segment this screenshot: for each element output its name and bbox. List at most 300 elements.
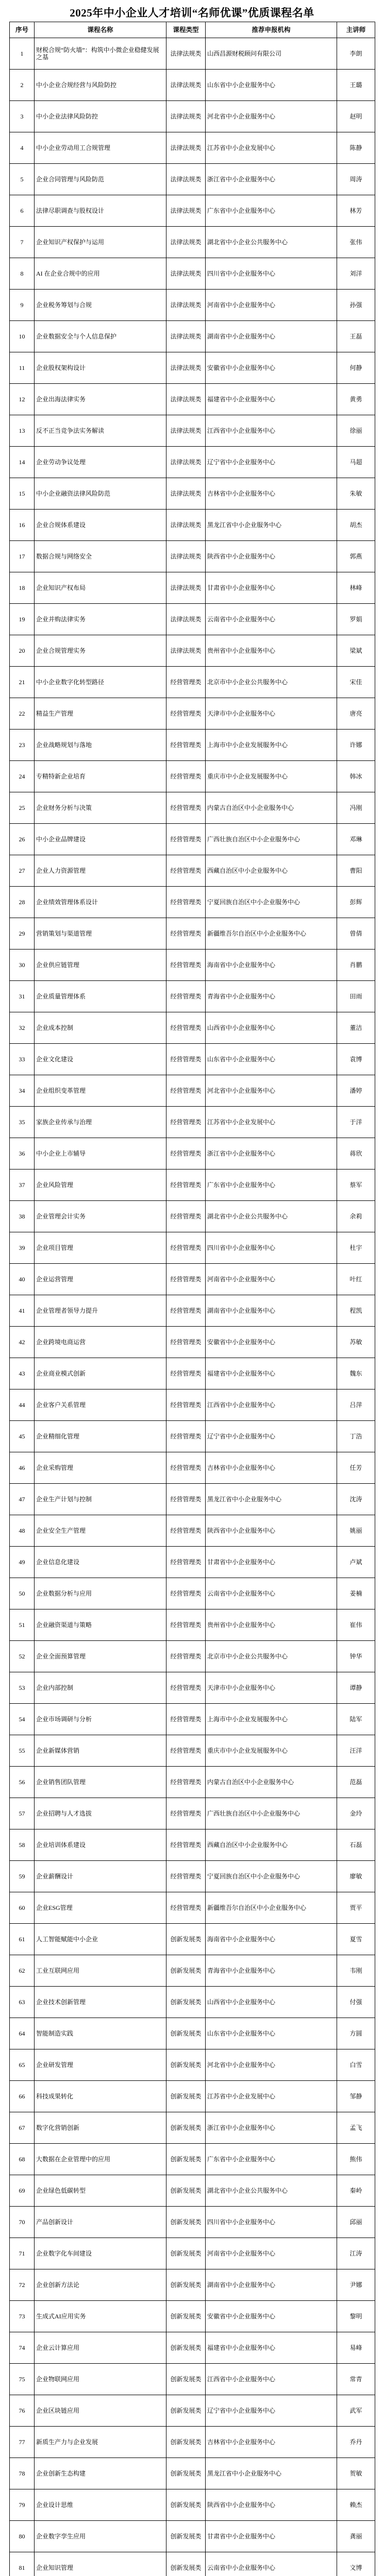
cell-course-type (166, 824, 206, 855)
table-row (10, 1641, 375, 1672)
cell-serial-number-text: 60 (19, 1904, 25, 1911)
cell-course-type (166, 510, 206, 541)
table-row (10, 604, 375, 635)
cell-course-name (35, 1389, 166, 1421)
cell-lecturer-text: 蔡军 (349, 1181, 362, 1189)
cell-serial-number (10, 478, 35, 510)
table-body (10, 38, 375, 2576)
cell-course-name-text: 企业内部控制 (36, 1684, 74, 1691)
cell-lecturer-text: 袁博 (349, 1056, 362, 1063)
table-row (10, 1452, 375, 1484)
cell-course-name (35, 572, 166, 604)
cell-recommending-organization (206, 541, 337, 572)
cell-serial-number-text: 16 (19, 521, 25, 529)
cell-serial-number-text: 73 (19, 2313, 25, 2320)
cell-course-name (35, 258, 166, 290)
cell-recommending-organization-text: 山西省中小企业服务中心 (207, 1024, 276, 1031)
cell-recommending-organization (206, 101, 337, 132)
cell-lecturer-text: 孙强 (349, 301, 362, 309)
cell-course-name (35, 1138, 166, 1170)
cell-lecturer-text: 黎明 (349, 2313, 362, 2320)
table-row (10, 1798, 375, 1829)
cell-recommending-organization-text: 辽宁省中小企业服务中心 (207, 1433, 276, 1440)
table-row (10, 478, 375, 510)
cell-course-name (35, 1829, 166, 1861)
document-title: 2025年中小企业人才培训“名师优课”优质课程名单 (70, 7, 314, 19)
cell-lecturer-text: 徐丽 (349, 427, 362, 434)
cell-serial-number (10, 1515, 35, 1547)
cell-lecturer (337, 730, 375, 761)
cell-serial-number (10, 2489, 35, 2521)
table-row (10, 887, 375, 918)
cell-course-name-text: 财税合规“防火墙”：构筑中小微企业稳健发展之基 (36, 46, 159, 61)
cell-lecturer (337, 635, 375, 667)
cell-course-name (35, 981, 166, 1012)
cell-course-name (35, 227, 166, 258)
table-row (10, 384, 375, 415)
cell-course-type-text: 创新发展类 (170, 2344, 202, 2351)
cell-lecturer-text: 尹娜 (349, 2281, 362, 2289)
cell-serial-number-text: 31 (19, 993, 25, 1000)
cell-course-name (35, 2364, 166, 2395)
cell-serial-number-text: 8 (20, 270, 24, 277)
cell-serial-number (10, 290, 35, 321)
cell-course-type (166, 1547, 206, 1578)
cell-recommending-organization (206, 2332, 337, 2364)
table-row (10, 2081, 375, 2112)
table-row (10, 510, 375, 541)
cell-recommending-organization-text: 广东省中小企业服务中心 (207, 2156, 276, 2163)
cell-lecturer-text: 贺敏 (349, 2470, 362, 2477)
cell-serial-number (10, 1389, 35, 1421)
cell-lecturer-text: 石磊 (349, 1841, 362, 1849)
cell-lecturer (337, 1264, 375, 1295)
cell-lecturer (337, 447, 375, 478)
cell-lecturer-text: 廖敏 (349, 1873, 362, 1880)
cell-recommending-organization-text: 天津市中小企业服务中心 (207, 1684, 276, 1691)
cell-course-type-text: 法律法规类 (170, 396, 202, 403)
cell-lecturer (337, 1641, 375, 1672)
cell-recommending-organization (206, 1295, 337, 1327)
cell-recommending-organization (206, 2521, 337, 2552)
cell-recommending-organization-text: 湖北省中小企业公共服务中心 (207, 1213, 288, 1220)
table-row (10, 1672, 375, 1704)
cell-lecturer-text: 李朗 (349, 50, 362, 57)
cell-recommending-organization-text: 新疆维吾尔自治区中小企业服务中心 (207, 1904, 307, 1911)
cell-serial-number-text: 56 (19, 1778, 25, 1786)
cell-course-name-text: 企业合同管理与风险防范 (36, 176, 105, 183)
cell-recommending-organization-text: 云南省中小企业服务中心 (207, 2564, 276, 2571)
cell-recommending-organization-text: 宁夏回族自治区中小企业服务中心 (207, 1873, 300, 1880)
cell-course-name-text: 企业知识产权保护与运用 (36, 239, 105, 246)
cell-course-type (166, 1264, 206, 1295)
cell-course-name (35, 195, 166, 227)
cell-recommending-organization (206, 572, 337, 604)
cell-lecturer-text: 姚丽 (349, 1527, 362, 1534)
table-row (10, 1170, 375, 1201)
cell-course-name (35, 290, 166, 321)
cell-course-type-text: 经营管理类 (170, 710, 202, 717)
cell-lecturer-text: 田雨 (349, 993, 362, 1000)
cell-recommending-organization-text: 山东省中小企业服务中心 (207, 81, 276, 89)
cell-course-type-text: 经营管理类 (170, 1684, 202, 1691)
cell-course-name-text: 企业采购管理 (36, 1464, 74, 1471)
cell-recommending-organization (206, 2364, 337, 2395)
cell-course-type-text: 法律法规类 (170, 616, 202, 623)
cell-course-type-text: 经营管理类 (170, 1307, 202, 1314)
cell-recommending-organization (206, 2018, 337, 2049)
cell-course-type-text: 经营管理类 (170, 1841, 202, 1849)
cell-course-type (166, 1515, 206, 1547)
cell-recommending-organization (206, 38, 337, 70)
cell-course-type (166, 164, 206, 195)
cell-lecturer (337, 1044, 375, 1075)
cell-serial-number-text: 40 (19, 1276, 25, 1283)
cell-course-type (166, 2269, 206, 2301)
cell-recommending-organization (206, 415, 337, 447)
cell-serial-number-text: 33 (19, 1056, 25, 1063)
cell-course-type-text: 经营管理类 (170, 741, 202, 749)
cell-recommending-organization (206, 2552, 337, 2576)
cell-course-name-text: 企业税务筹划与合规 (36, 301, 92, 309)
cell-course-name (35, 352, 166, 384)
cell-course-type (166, 1578, 206, 1609)
cell-serial-number-text: 64 (19, 2030, 25, 2037)
cell-recommending-organization (206, 1327, 337, 1358)
cell-serial-number-text: 30 (19, 961, 25, 969)
cell-recommending-organization (206, 2144, 337, 2175)
cell-recommending-organization (206, 604, 337, 635)
cell-lecturer-text: 杜宇 (349, 1244, 362, 1251)
cell-lecturer (337, 195, 375, 227)
cell-recommending-organization (206, 1672, 337, 1704)
cell-course-name (35, 1421, 166, 1452)
table-row (10, 1232, 375, 1264)
cell-serial-number (10, 132, 35, 164)
cell-serial-number-text: 21 (19, 679, 25, 686)
cell-lecturer-text: 邹静 (349, 2093, 362, 2100)
cell-course-type-text: 创新发展类 (170, 2533, 202, 2540)
cell-course-type (166, 1138, 206, 1170)
cell-lecturer-text: 孟飞 (349, 2124, 362, 2131)
cell-serial-number (10, 1201, 35, 1232)
cell-lecturer (337, 2049, 375, 2081)
cell-course-type-text: 经营管理类 (170, 1181, 202, 1189)
cell-lecturer (337, 1987, 375, 2018)
cell-course-name (35, 1798, 166, 1829)
cell-serial-number (10, 1012, 35, 1044)
cell-course-name (35, 761, 166, 792)
cell-lecturer-text: 夏雪 (349, 1936, 362, 1943)
cell-lecturer (337, 1892, 375, 1924)
cell-course-type (166, 792, 206, 824)
cell-course-name (35, 164, 166, 195)
cell-course-name-text: 中小企业上市辅导 (36, 1150, 86, 1157)
cell-course-type-text: 创新发展类 (170, 2061, 202, 2069)
cell-course-type-text: 创新发展类 (170, 2187, 202, 2194)
cell-course-type (166, 2521, 206, 2552)
cell-recommending-organization-text: 浙江省中小企业服务中心 (207, 176, 276, 183)
table-row (10, 1861, 375, 1892)
cell-course-name-text: 大数据在企业管理中的应用 (36, 2156, 111, 2163)
cell-course-name (35, 1012, 166, 1044)
cell-recommending-organization (206, 2269, 337, 2301)
cell-recommending-organization (206, 1955, 337, 1987)
cell-course-name (35, 1547, 166, 1578)
cell-serial-number (10, 2144, 35, 2175)
table-row (10, 855, 375, 887)
cell-lecturer-text: 常青 (349, 2376, 362, 2383)
cell-course-type-text: 法律法规类 (170, 333, 202, 340)
table-row (10, 1767, 375, 1798)
cell-lecturer-text: 梁斌 (349, 647, 362, 654)
cell-lecturer-text: 谭静 (349, 1684, 362, 1691)
cell-lecturer-text: 范磊 (349, 1778, 362, 1786)
cell-course-name-text: 企业合规管理实务 (36, 647, 86, 654)
cell-recommending-organization-text: 福建省中小企业服务中心 (207, 1370, 276, 1377)
cell-course-name-text: 中小企业合规经营与风险防控 (36, 81, 117, 89)
table-row (10, 2458, 375, 2489)
cell-course-type (166, 887, 206, 918)
cell-course-name-text: 企业全面预算管理 (36, 1653, 86, 1660)
cell-lecturer-text: 张伟 (349, 239, 362, 246)
cell-course-type (166, 2427, 206, 2458)
cell-recommending-organization-text: 新疆维吾尔自治区中小企业服务中心 (207, 930, 307, 937)
cell-course-type (166, 352, 206, 384)
cell-course-name-text: 企业劳动争议处理 (36, 459, 86, 466)
cell-recommending-organization-text: 四川省中小企业服务中心 (207, 270, 276, 277)
table-row (10, 101, 375, 132)
table-row (10, 1924, 375, 1955)
cell-serial-number-text: 70 (19, 2218, 25, 2226)
cell-course-name-text: AI 在企业合规中的应用 (36, 270, 100, 277)
cell-course-type-text: 法律法规类 (170, 176, 202, 183)
cell-lecturer (337, 1421, 375, 1452)
table-row (10, 447, 375, 478)
cell-serial-number (10, 38, 35, 70)
cell-serial-number-text: 53 (19, 1684, 25, 1691)
cell-recommending-organization (206, 1547, 337, 1578)
cell-course-type-text: 经营管理类 (170, 1873, 202, 1880)
cell-serial-number-text: 74 (19, 2344, 25, 2351)
cell-serial-number-text: 13 (19, 427, 25, 434)
cell-course-name-text: 中小企业劳动用工合规管理 (36, 144, 111, 151)
cell-lecturer-text: 朱敏 (349, 490, 362, 497)
cell-serial-number (10, 195, 35, 227)
cell-course-name-text: 企业项目管理 (36, 1244, 74, 1251)
cell-recommending-organization-text: 甘肃省中小企业服务中心 (207, 1558, 276, 1566)
cell-course-type (166, 2552, 206, 2576)
cell-course-type (166, 101, 206, 132)
cell-lecturer-text: 武军 (349, 2407, 362, 2414)
cell-lecturer (337, 132, 375, 164)
cell-serial-number (10, 1861, 35, 1892)
cell-lecturer (337, 2332, 375, 2364)
cell-lecturer (337, 1515, 375, 1547)
cell-course-name (35, 1767, 166, 1798)
cell-lecturer-text: 文博 (349, 2564, 362, 2571)
cell-course-type-text: 法律法规类 (170, 81, 202, 89)
cell-recommending-organization (206, 2175, 337, 2207)
cell-course-name-text: 专精特新企业培育 (36, 773, 86, 780)
cell-course-type-text: 经营管理类 (170, 1590, 202, 1597)
table-row (10, 1107, 375, 1138)
cell-course-type-text: 经营管理类 (170, 1496, 202, 1503)
cell-course-type-text: 经营管理类 (170, 867, 202, 874)
cell-lecturer-text: 刘洋 (349, 270, 362, 277)
cell-serial-number-text: 4 (20, 144, 24, 151)
cell-recommending-organization-text: 湖南省中小企业服务中心 (207, 333, 276, 340)
cell-course-type (166, 447, 206, 478)
cell-lecturer-text: 周涛 (349, 176, 362, 183)
cell-recommending-organization (206, 698, 337, 730)
cell-course-name-text: 数据合规与网络安全 (36, 553, 92, 560)
cell-recommending-organization-text: 北京市中小企业公共服务中心 (207, 1653, 288, 1660)
table-row (10, 227, 375, 258)
cell-course-type (166, 2332, 206, 2364)
cell-course-type (166, 1358, 206, 1389)
cell-serial-number (10, 1641, 35, 1672)
cell-serial-number-text: 29 (19, 930, 25, 937)
cell-course-name-text: 企业客户关系管理 (36, 1401, 86, 1409)
cell-course-type (166, 1452, 206, 1484)
cell-serial-number-text: 9 (20, 301, 24, 309)
cell-recommending-organization (206, 667, 337, 698)
cell-serial-number (10, 2081, 35, 2112)
cell-serial-number-text: 14 (19, 459, 25, 466)
cell-course-name-text: 企业成本控制 (36, 1024, 74, 1031)
cell-recommending-organization-text: 上海市中小企业发展服务中心 (207, 1716, 288, 1723)
table-row (10, 415, 375, 447)
cell-lecturer-text: 林峰 (349, 584, 362, 591)
table-row (10, 1075, 375, 1107)
cell-course-name-text: 中小企业法律风险防控 (36, 113, 98, 120)
table-header-row (10, 22, 375, 38)
table-row (10, 1358, 375, 1389)
cell-serial-number-text: 49 (19, 1558, 25, 1566)
cell-course-type-text: 经营管理类 (170, 836, 202, 843)
cell-recommending-organization-text: 湖南省中小企业服务中心 (207, 1307, 276, 1314)
cell-recommending-organization (206, 824, 337, 855)
cell-lecturer-text: 白雪 (349, 2061, 362, 2069)
cell-serial-number (10, 1264, 35, 1295)
cell-lecturer-text: 蒋欣 (349, 1150, 362, 1157)
cell-lecturer-text: 苏敏 (349, 1338, 362, 1346)
cell-serial-number-text: 43 (19, 1370, 25, 1377)
cell-course-name-text: 企业供应链管理 (36, 961, 80, 969)
cell-serial-number-text: 42 (19, 1338, 25, 1346)
cell-lecturer (337, 918, 375, 950)
cell-recommending-organization (206, 1578, 337, 1609)
table-row (10, 1012, 375, 1044)
cell-course-name (35, 1578, 166, 1609)
cell-course-type-text: 经营管理类 (170, 1653, 202, 1660)
cell-course-type-text: 经营管理类 (170, 679, 202, 686)
cell-course-name-text: 企业新媒体营销 (36, 1747, 80, 1754)
cell-course-type (166, 761, 206, 792)
cell-course-name-text: 企业精细化管理 (36, 1433, 80, 1440)
cell-lecturer-text: 王磊 (349, 333, 362, 340)
cell-course-type (166, 2112, 206, 2144)
cell-lecturer-text: 宋佳 (349, 679, 362, 686)
cell-course-name-text: 营销策划与渠道管理 (36, 930, 92, 937)
cell-lecturer (337, 1075, 375, 1107)
cell-lecturer-text: 易峰 (349, 2344, 362, 2351)
cell-course-name (35, 2395, 166, 2427)
cell-lecturer (337, 2395, 375, 2427)
cell-serial-number-text: 69 (19, 2187, 25, 2194)
cell-lecturer-text: 龚丽 (349, 2533, 362, 2540)
cell-course-type (166, 415, 206, 447)
table-row (10, 1609, 375, 1641)
cell-recommending-organization (206, 164, 337, 195)
cell-course-name-text: 企业管理会计实务 (36, 1213, 86, 1220)
table-row (10, 1547, 375, 1578)
cell-course-name-text: 家族企业传承与治理 (36, 1118, 92, 1126)
cell-course-name (35, 70, 166, 101)
cell-course-name (35, 635, 166, 667)
cell-course-type-text: 经营管理类 (170, 1024, 202, 1031)
cell-serial-number (10, 2458, 35, 2489)
cell-recommending-organization (206, 1829, 337, 1861)
cell-lecturer (337, 352, 375, 384)
table-row (10, 761, 375, 792)
cell-course-type-text: 经营管理类 (170, 1621, 202, 1629)
cell-recommending-organization-text: 陕西省中小企业服务中心 (207, 2501, 276, 2509)
cell-lecturer (337, 698, 375, 730)
cell-serial-number-text: 26 (19, 836, 25, 843)
cell-course-type (166, 2238, 206, 2269)
cell-lecturer-text: 于洋 (349, 1118, 362, 1126)
cell-course-type (166, 667, 206, 698)
cell-recommending-organization-text: 河南省中小企业服务中心 (207, 1276, 276, 1283)
cell-serial-number (10, 981, 35, 1012)
cell-lecturer-text: 冯刚 (349, 804, 362, 811)
cell-serial-number-text: 19 (19, 616, 25, 623)
cell-serial-number-text: 39 (19, 1244, 25, 1251)
cell-course-name-text: 企业云计算应用 (36, 2344, 80, 2351)
cell-course-name (35, 384, 166, 415)
cell-lecturer (337, 258, 375, 290)
cell-recommending-organization (206, 792, 337, 824)
cell-lecturer (337, 1107, 375, 1138)
cell-course-name-text: 企业融资渠道与策略 (36, 1621, 92, 1629)
cell-serial-number (10, 164, 35, 195)
cell-course-type (166, 1389, 206, 1421)
cell-course-name-text: 中小企业数字化转型路径 (36, 679, 105, 686)
cell-course-name-text: 企业管理者领导力提升 (36, 1307, 98, 1314)
cell-course-name (35, 887, 166, 918)
cell-course-name (35, 510, 166, 541)
cell-recommending-organization (206, 2049, 337, 2081)
cell-course-name (35, 1861, 166, 1892)
cell-lecturer (337, 2489, 375, 2521)
cell-serial-number-text: 36 (19, 1150, 25, 1157)
table-row (10, 164, 375, 195)
cell-serial-number (10, 2269, 35, 2301)
cell-recommending-organization-text: 广西壮族自治区中小企业服务中心 (207, 1810, 300, 1817)
cell-course-type (166, 855, 206, 887)
cell-recommending-organization (206, 1515, 337, 1547)
cell-serial-number-text: 77 (19, 2438, 25, 2446)
cell-lecturer-text: 潘婷 (349, 1087, 362, 1094)
cell-course-name-text: 中小企业品牌建设 (36, 836, 86, 843)
cell-serial-number (10, 1578, 35, 1609)
cell-serial-number-text: 62 (19, 1967, 25, 1974)
cell-recommending-organization-text: 河北省中小企业服务中心 (207, 1087, 276, 1094)
cell-serial-number (10, 761, 35, 792)
cell-recommending-organization (206, 1767, 337, 1798)
